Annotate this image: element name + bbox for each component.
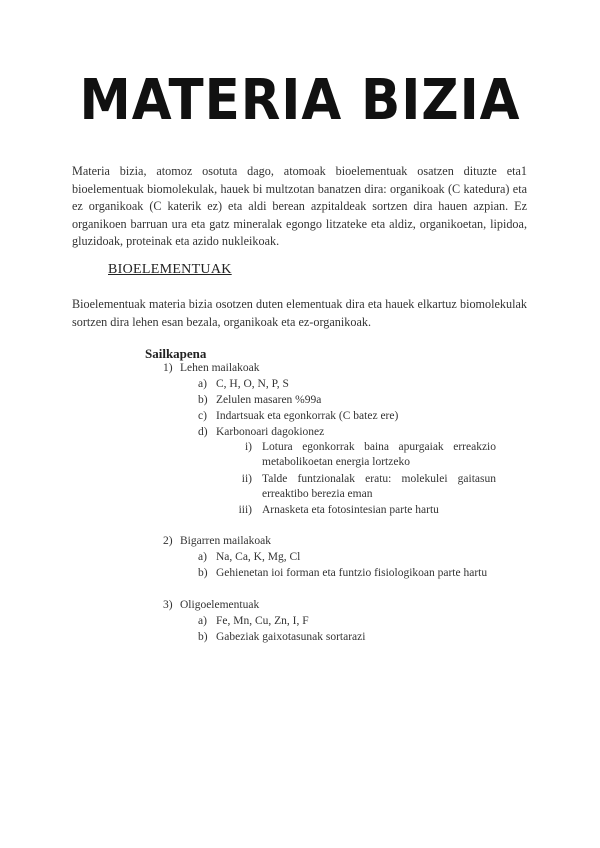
list-item bbox=[163, 598, 259, 613]
list-letter: b) bbox=[198, 631, 208, 643]
list-item-text: Talde funtzionalak eratu: molekulei gaitasun erreaktibo berezia eman bbox=[262, 473, 496, 500]
group-label: Bigarren mailakoak bbox=[180, 535, 272, 547]
list-item-text: Na, Ca, K, Mg, Cl bbox=[216, 551, 301, 563]
list-item bbox=[198, 425, 324, 440]
list-item-text: Arnasketa eta fotosintesian parte hartu bbox=[262, 504, 439, 516]
group-label: Oligoelementuak bbox=[180, 599, 260, 611]
list-item bbox=[226, 472, 496, 502]
list-roman: ii) bbox=[241, 473, 252, 485]
intro-paragraph: Materia bizia, atomoz osotuta dago, atomoak bioelementuak osatzen dituzte eta1 bioelementuak biomolekulak, hauek bi multzotan banatzen dira: organikoak (C katedura) eta ez organikoak (C katerik ez) eta aldi berean azpitaldeak sortzen dira hauen azpian. Ez organikoen barruan ura eta gatz mineralak egongo litzateke eta aldiz, organikoetan, lipidoa, gluzidoak, proteinak eta azido nukleikoak. bbox=[72, 164, 527, 248]
list-item-text: Gabeziak gaixotasunak sortarazi bbox=[216, 631, 366, 643]
list-letter: a) bbox=[198, 615, 207, 627]
list-item-text: Indartsuak eta egonkorrak (C batez ere) bbox=[216, 410, 399, 422]
list-letter: d) bbox=[198, 426, 208, 438]
list-item-text: Fe, Mn, Cu, Zn, I, F bbox=[216, 615, 309, 627]
list-letter: a) bbox=[198, 551, 207, 563]
list-item-text: C, H, O, N, P, S bbox=[216, 378, 289, 390]
list-number: 1) bbox=[163, 362, 173, 374]
list-item bbox=[226, 503, 496, 518]
list-item bbox=[226, 440, 496, 470]
document-title: MATERIA BIZIA bbox=[79, 68, 521, 133]
list-item-text: Karbonoari dagokionez bbox=[216, 426, 325, 438]
group-label: Lehen mailakoak bbox=[180, 362, 260, 374]
list-item bbox=[198, 550, 300, 565]
list-number: 3) bbox=[163, 599, 173, 611]
section-heading: BIOELEMENTUAK bbox=[108, 262, 232, 277]
list-item bbox=[198, 393, 321, 408]
list-item-text: Gehienetan ioi forman eta funtzio fisiologikoan parte hartu bbox=[216, 567, 488, 579]
list-roman: iii) bbox=[238, 504, 252, 516]
list-item bbox=[198, 409, 398, 424]
list-letter: b) bbox=[198, 567, 208, 579]
list-roman: i) bbox=[244, 441, 252, 453]
list-item bbox=[163, 534, 271, 549]
list-item bbox=[198, 377, 289, 392]
list-item bbox=[198, 614, 309, 629]
list-letter: b) bbox=[198, 394, 208, 406]
list-letter: a) bbox=[198, 378, 207, 390]
list-item-text: Lotura egonkorrak baina apurgaiak erreakzio metabolikoetan energia lortzeko bbox=[262, 441, 496, 468]
list-item-text: Zelulen masaren %99a bbox=[216, 394, 322, 406]
list-number: 2) bbox=[163, 535, 173, 547]
classification-heading: Sailkapena bbox=[145, 346, 207, 361]
list-letter: c) bbox=[198, 410, 207, 422]
list-item bbox=[198, 630, 365, 645]
section-intro-paragraph: Bioelementuak materia bizia osotzen duten elementuak dira eta hauek elkartuz biomolekulak sortzen dira lehen esan bezala, organikoak eta ez-organikoak. bbox=[72, 297, 527, 329]
list-item bbox=[198, 566, 487, 581]
list-item bbox=[163, 361, 260, 376]
